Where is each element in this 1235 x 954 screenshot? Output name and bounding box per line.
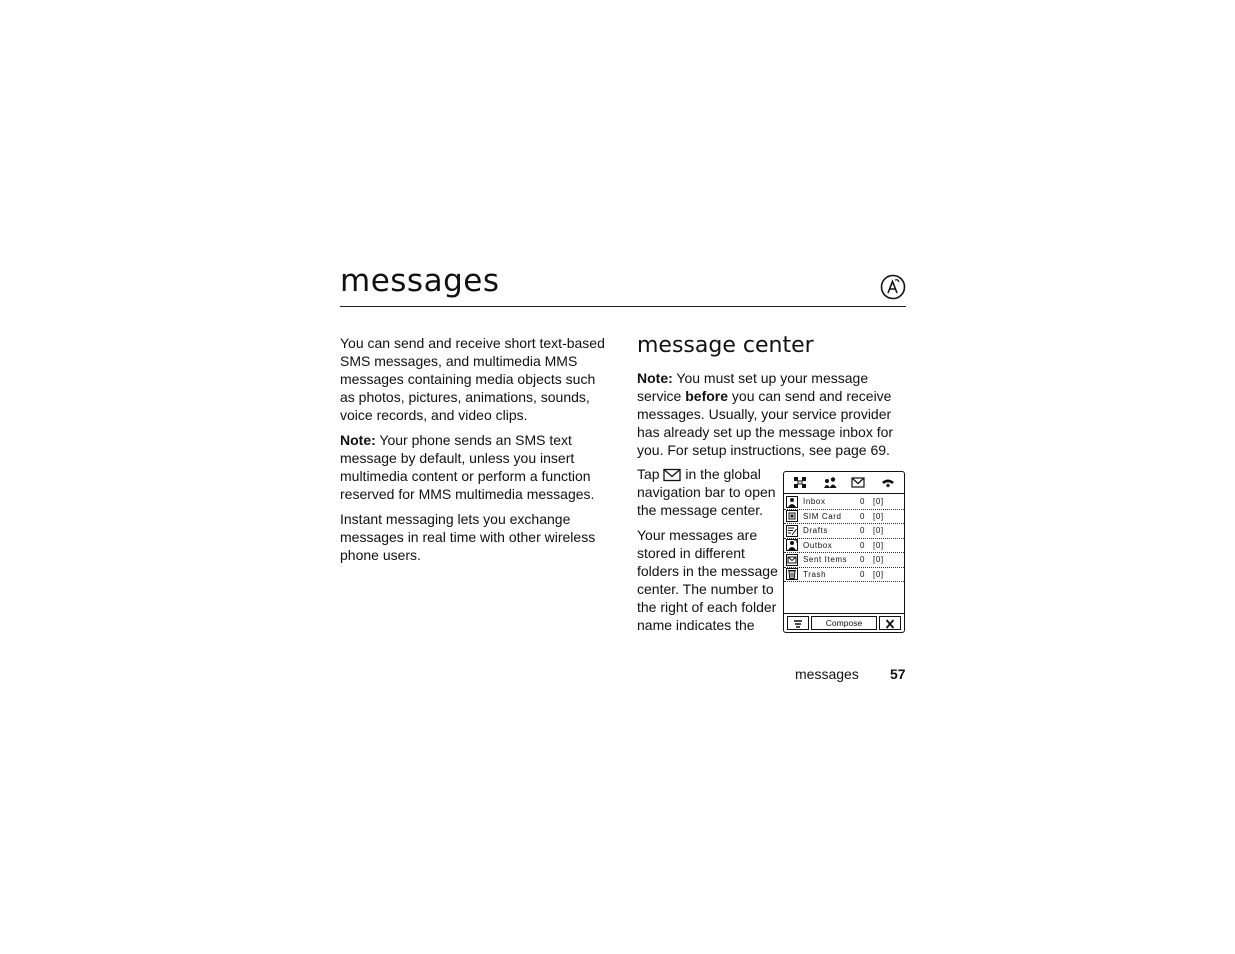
drafts-icon [786, 525, 798, 537]
folder-row-inbox[interactable]: Inbox 0 [0] [784, 495, 904, 510]
compose-button[interactable]: Compose [811, 616, 877, 630]
footer-section-label: messages [795, 666, 859, 682]
menu-icon [788, 618, 808, 630]
intro-column [340, 334, 608, 571]
close-icon [880, 618, 900, 630]
note-paragraph [340, 431, 608, 503]
soft-key-bar [784, 613, 904, 632]
intro-paragraph: You can send and receive short text-based SMS messages, and multimedia MMS messages containing media objects such as photos, pictures, animations, sounds, voice records, and video clips. [340, 335, 605, 423]
trash-icon [786, 568, 798, 580]
close-button[interactable] [879, 616, 901, 630]
apps-icon[interactable] [793, 476, 807, 489]
sim-card-icon [786, 510, 798, 522]
folder-row-sent-items[interactable]: Sent Items 0 [0] [784, 553, 904, 568]
message-center-instructions [637, 465, 779, 641]
envelope-icon[interactable] [851, 476, 865, 489]
menu-button[interactable] [787, 616, 809, 630]
instant-messaging-paragraph: Instant messaging lets you exchange messages in real time with other wireless phone users. [340, 511, 596, 563]
note-label: Note: [637, 370, 673, 386]
title-rule [340, 306, 906, 307]
page-number: 57 [890, 666, 906, 682]
folders-paragraph: Your messages are stored in different folders in the message center. The number to the right of each folder name indicates the [637, 527, 778, 633]
note-text: Your phone sends an SMS text message by default, unless you insert multimedia content or perform a function reserved for MMS multimedia messages. [340, 432, 595, 502]
outbox-icon [786, 539, 798, 551]
inbox-icon [786, 496, 798, 508]
contacts-icon[interactable] [823, 476, 837, 489]
network-feature-icon [880, 274, 906, 300]
envelope-icon [663, 468, 681, 482]
phone-icon[interactable] [881, 476, 895, 489]
folder-list [784, 495, 904, 582]
tap-paragraph: Tap in the global navigation bar to open the message center. [637, 466, 776, 518]
message-center-note: Note: You must set up your message service before you can send and receive messages. Usually, your service provider has already set up the message inbox for you. For setup instructions, see page 69. [637, 370, 894, 458]
folder-row-drafts[interactable]: Drafts 0 [0] [784, 524, 904, 539]
section-heading: message center [637, 333, 814, 358]
sent-items-icon [786, 554, 798, 566]
global-navigation-bar [784, 472, 904, 494]
note-label: Note: [340, 432, 376, 448]
folder-row-outbox[interactable]: Outbox 0 [0] [784, 539, 904, 554]
before-emphasis: before [685, 388, 729, 404]
folder-row-trash[interactable]: Trash 0 [0] [784, 568, 904, 583]
folder-row-sim-card[interactable]: SIM Card 0 [0] [784, 510, 904, 525]
page-title: messages [340, 263, 500, 299]
message-center-screen [783, 471, 905, 633]
